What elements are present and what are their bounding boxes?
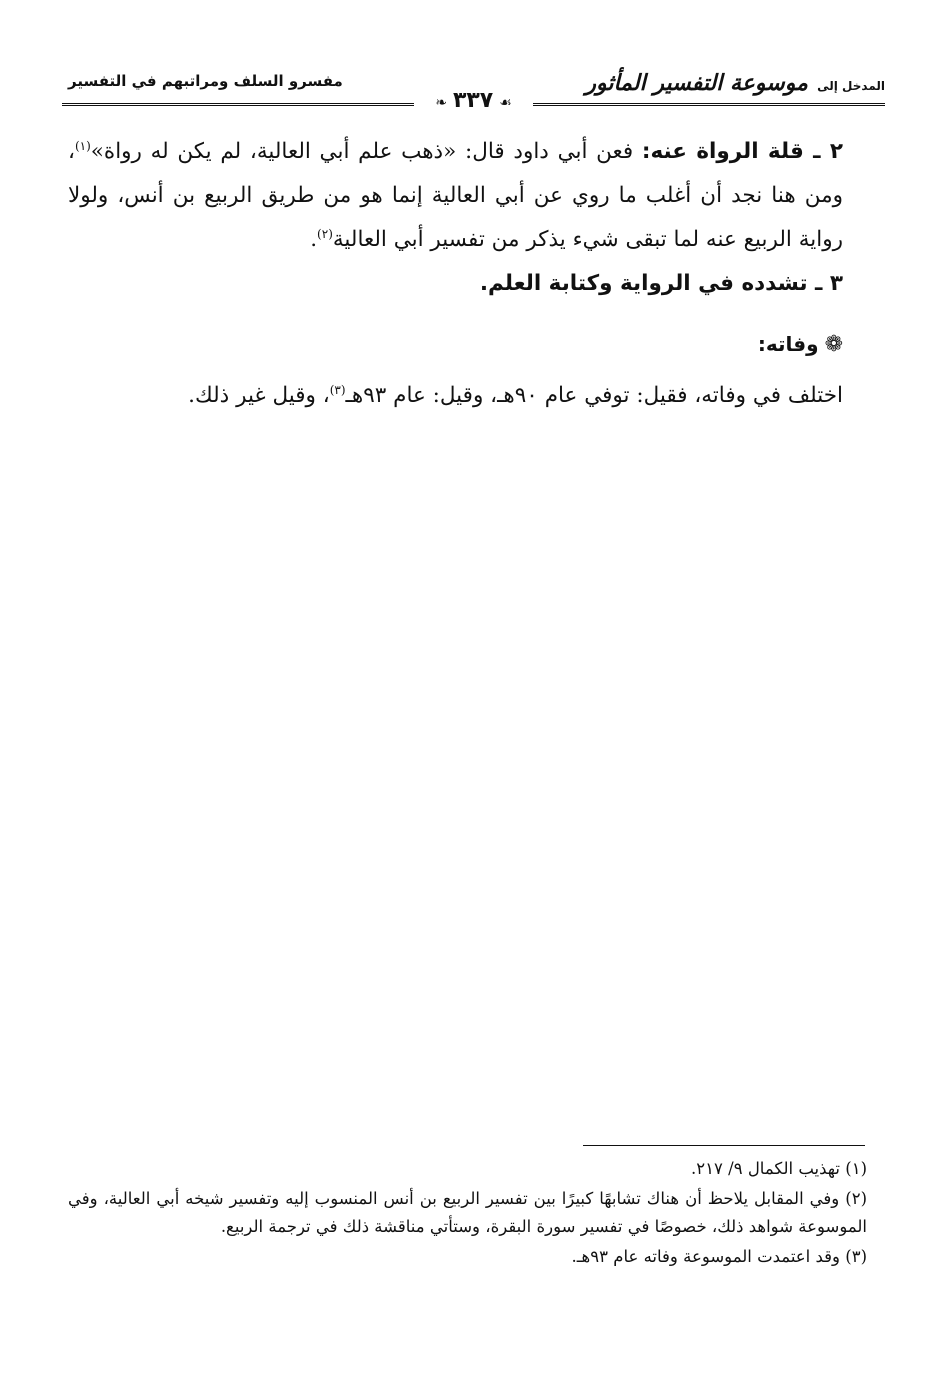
footnote-marker-2: (٢) [317,226,333,241]
footnote-separator [583,1145,865,1146]
death-text-a: اختلف في وفاته، فقيل: توفي عام ٩٠هـ، وقيل: عام ٩٣هـ [345,383,843,408]
book-title [585,70,885,96]
point-2-text-a: فعن أبي داود قال: «ذهب علم أبي العالية، لم يكن له رواة» [90,139,642,164]
ornament-right-icon: ☙ [499,95,512,111]
footnote-marker-1: (١) [74,138,91,153]
point-2-text-c: . [310,227,318,252]
book-title-calligraphy: موسوعة التفسير المأثور [585,70,808,96]
footnote-marker-3: (٣) [329,382,346,397]
death-paragraph [68,374,843,418]
main-text [68,130,843,306]
page-number-value: ٣٣٧ [452,88,494,113]
death-text-b: ، وقيل غير ذلك. [188,383,330,408]
page-header [62,58,885,114]
point-3-paragraph: ٣ ـ تشدده في الرواية وكتابة العلم. [479,271,843,296]
footnote-3: (٣) وقد اعتمدت الموسوعة وفاته عام ٩٣هـ. [571,1247,867,1266]
page-number [429,88,518,113]
chapter-title: مفسرو السلف ومراتبهم في التفسير [68,72,343,90]
book-prefix: المدخل إلى [817,79,885,93]
footnotes [68,1155,867,1273]
section-heading-death [758,332,843,357]
footnote-2: (٢) وفي المقابل يلاحظ أن هناك تشابهًا كبيرًا بين تفسير الربيع بن أنس المنسوب إليه وتفسير شيخه أبي العالية، وفي الموسوعة شواهد ذلك، خصوصًا في تفسير سورة البقرة، وستأتي مناقشة ذلك في ترجمة الربيع. [68,1189,867,1236]
point-2-paragraph [68,130,843,262]
point-2-label: ٢ ـ قلة الرواة عنه: [641,139,843,164]
footnote-1: (١) تهذيب الكمال ٩/ ٢١٧. [691,1159,867,1178]
flower-ornament-icon: ❁ [824,332,843,357]
point-2-text-b: ، ومن هنا نجد أن أغلب ما روي عن أبي العالية إنما هو من طريق الربيع بن أنس، ولولا رواية الربيع عنه لما تبقى شيء يذكر من تفسير أبي العالية [68,139,843,252]
header-rule-right [533,103,885,106]
ornament-left-icon: ❧ [435,95,447,111]
section-title: وفاته: [757,332,819,356]
header-rule-left [62,103,414,106]
